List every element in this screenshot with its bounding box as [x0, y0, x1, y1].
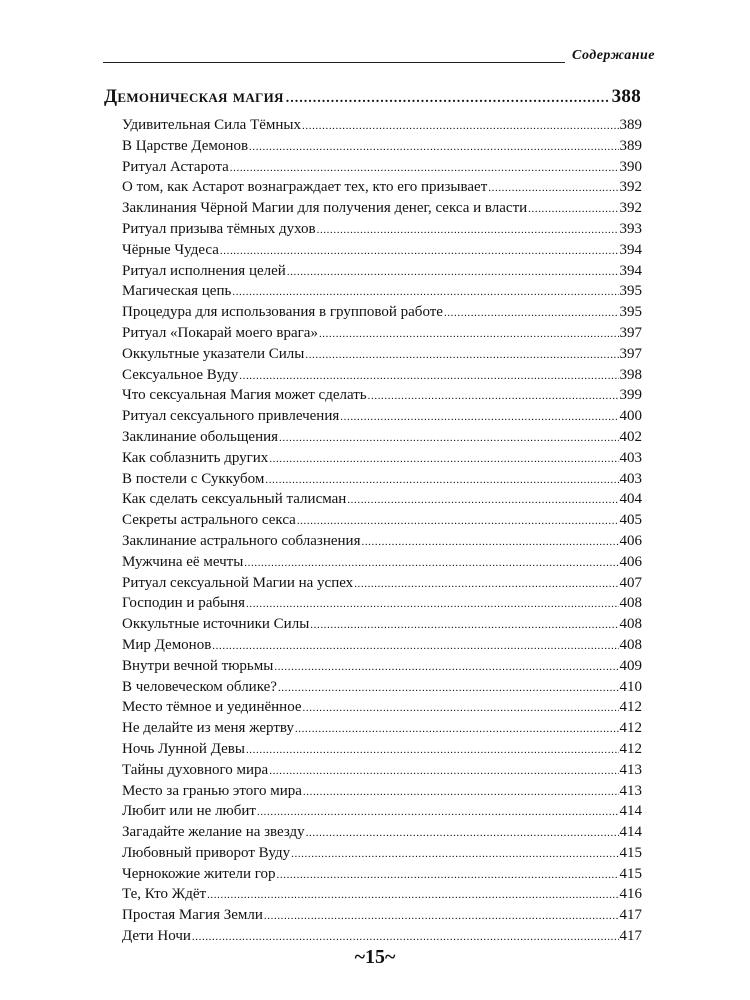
toc-entry-page: 400 [619, 408, 642, 425]
toc-entry-title: Удивительная Сила Тёмных [122, 117, 302, 133]
toc-entry-page: 402 [619, 428, 642, 445]
toc-entry-page: 392 [619, 179, 642, 196]
toc-entry [122, 697, 642, 718]
toc-entry-title: Ритуал исполнения целей [122, 262, 286, 279]
leader-dots [239, 366, 618, 387]
header-rule [103, 62, 565, 63]
leader-dots [306, 823, 619, 844]
toc-entry [122, 115, 642, 136]
toc-entry [122, 656, 642, 677]
toc-entry-page: 395 [619, 283, 642, 300]
toc-entry-page: 394 [619, 241, 642, 258]
leader-dots [295, 719, 619, 740]
leader-dots [257, 802, 619, 823]
leader-dots [264, 906, 619, 927]
toc-entry-title: Простая Магия Земли [122, 907, 263, 924]
toc-entry-page: 415 [619, 844, 642, 861]
toc-entry-title: Заклинание обольщения [122, 428, 279, 445]
page-folio: ~15~ [354, 946, 396, 968]
toc-entry-page: 404 [619, 491, 642, 508]
toc-entry-page: 412 [619, 740, 642, 757]
section-heading [104, 86, 641, 108]
leader-dots [277, 865, 619, 886]
toc-entry-title: О том, как Астарот вознаграждает тех, кто его призывает [122, 179, 488, 196]
toc-entry-page: 412 [619, 720, 642, 737]
leader-dots [303, 698, 619, 719]
toc-entry [122, 739, 642, 760]
toc-entry-page: 408 [619, 595, 642, 612]
leader-dots [340, 407, 618, 428]
toc-entry-title: Сексуальное Вуду [122, 366, 239, 383]
toc-entry-page: 403 [619, 470, 642, 487]
toc-entry [122, 406, 642, 427]
toc-entry-title: Как сделать сексуальный талисман [122, 491, 347, 508]
toc-entry-page: 405 [619, 512, 642, 529]
toc-entry-title: Тайны духовного мира [122, 761, 269, 778]
toc-entry-title: Что сексуальная Магия может сделать [122, 387, 367, 404]
running-header [103, 48, 655, 68]
toc-entry-page: 397 [619, 324, 642, 341]
toc-entry-page: 398 [619, 366, 642, 383]
leader-dots [246, 740, 619, 761]
toc-entry [122, 365, 642, 386]
toc-entry [122, 510, 642, 531]
toc-entry [122, 593, 642, 614]
toc-entry-page: 389 [619, 117, 642, 133]
toc-entry [122, 281, 642, 302]
leader-dots [528, 199, 618, 220]
toc-entry [122, 136, 642, 157]
toc-entry [122, 864, 642, 885]
toc-entry-title: Ритуал сексуального привлечения [122, 408, 340, 425]
leader-dots [192, 927, 619, 948]
toc-entry-page: 414 [619, 803, 642, 820]
toc-entry [122, 677, 642, 698]
toc-entry-title: Внутри вечной тюрьмы [122, 657, 274, 674]
leader-dots [319, 324, 619, 345]
toc-entry-title: Оккультные указатели Силы [122, 345, 305, 362]
toc-entry-title: Любовный приворот Вуду [122, 844, 291, 861]
toc-entry-page: 409 [619, 657, 642, 674]
toc-entry-page: 397 [619, 345, 642, 362]
toc-entry [122, 177, 642, 198]
toc-entry-page: 408 [619, 616, 642, 633]
leader-dots [317, 220, 619, 241]
toc-list [122, 115, 642, 947]
toc-entry-page: 407 [619, 574, 642, 591]
toc-entry [122, 760, 642, 781]
running-title: Содержание [572, 48, 655, 63]
leader-dots [297, 511, 619, 532]
leader-dots [279, 428, 618, 449]
toc-entry [122, 302, 642, 323]
leader-dots [265, 470, 618, 491]
toc-entry-title: Ритуал сексуальной Магии на успех [122, 574, 354, 591]
toc-entry-title: Магическая цепь [122, 283, 232, 300]
toc-entry-page: 410 [619, 678, 642, 695]
toc-entry-title: Чернокожие жители гор [122, 865, 276, 882]
toc-entry-title: Ночь Лунной Девы [122, 740, 245, 757]
toc-entry-page: 416 [619, 886, 642, 903]
leader-dots [488, 178, 618, 199]
toc-entry-title: В Царстве Демонов [122, 137, 249, 154]
toc-entry-title: Ритуал Астарота [122, 158, 229, 175]
toc-entry-page: 417 [619, 928, 642, 945]
toc-entry-title: Процедура для использования в групповой работе [122, 304, 443, 321]
leader-dots [244, 553, 618, 574]
toc-entry-page: 399 [619, 387, 642, 404]
toc-entry-page: 413 [619, 782, 642, 799]
toc-entry [122, 614, 642, 635]
toc-entry [122, 198, 642, 219]
toc-entry-page: 389 [619, 137, 642, 154]
leader-dots [246, 594, 619, 615]
toc-entry-title: Не делайте из меня жертву [122, 720, 294, 737]
toc-entry [122, 822, 642, 843]
toc-entry-title: Ритуал «Покарай моего врага» [122, 324, 318, 341]
toc-entry-title: Дети Ночи [122, 928, 191, 945]
toc-entry [122, 448, 642, 469]
toc-entry-title: Место тёмное и уединённое [122, 699, 302, 716]
leader-dots [310, 615, 618, 636]
toc-entry [122, 573, 642, 594]
toc-entry-title: Господин и рабыня [122, 595, 245, 612]
toc-entry [122, 552, 642, 573]
toc-entry-page: 413 [619, 761, 642, 778]
toc-entry-page: 408 [619, 636, 642, 653]
toc-entry-title: Оккультные источники Силы [122, 616, 310, 633]
leader-dots [249, 137, 618, 158]
toc-entry-title: Те, Кто Ждёт [122, 886, 207, 903]
leader-dots [286, 91, 610, 107]
leader-dots [212, 636, 618, 657]
toc-entry-title: Ритуал призыва тёмных духов [122, 220, 316, 237]
toc-entry-page: 403 [619, 449, 642, 466]
leader-dots [278, 678, 619, 699]
toc-entry-page: 406 [619, 532, 642, 549]
toc-entry [122, 385, 642, 406]
toc-entry-page: 415 [619, 865, 642, 882]
leader-dots [287, 262, 619, 283]
toc-entry [122, 240, 642, 261]
leader-dots [361, 532, 618, 553]
toc-entry-page: 417 [619, 907, 642, 924]
leader-dots [305, 345, 618, 366]
toc-entry [122, 489, 642, 510]
toc-entry [122, 905, 642, 926]
toc-entry-title: Секреты астрального секса [122, 512, 296, 529]
leader-dots [232, 282, 618, 303]
toc-entry [122, 219, 642, 240]
toc-entry [122, 801, 642, 822]
toc-entry [122, 926, 642, 947]
toc-entry-title: Как соблазнить других [122, 449, 269, 466]
toc-entry-title: Чёрные Чудеса [122, 241, 219, 258]
toc-entry [122, 531, 642, 552]
toc-entry-title: Заклинание астрального соблазнения [122, 532, 361, 549]
toc-entry-title: Мир Демонов [122, 636, 212, 653]
toc-entry [122, 157, 642, 178]
leader-dots [230, 158, 619, 179]
toc-entry [122, 884, 642, 905]
leader-dots [354, 574, 618, 595]
toc-entry [122, 843, 642, 864]
leader-dots [269, 761, 618, 782]
leader-dots [220, 241, 619, 262]
leader-dots [303, 782, 619, 803]
toc-entry-title: Загадайте желание на звезду [122, 824, 305, 841]
toc-entry [122, 469, 642, 490]
toc-entry-title: Мужчина её мечты [122, 553, 244, 570]
leader-dots [444, 303, 619, 324]
leader-dots [291, 844, 618, 865]
toc-entry-page: 393 [619, 220, 642, 237]
toc-entry [122, 718, 642, 739]
toc-entry-page: 406 [619, 553, 642, 570]
toc-entry-title: Заклинания Чёрной Магии для получения денег, секса и власти [122, 200, 528, 217]
leader-dots [347, 490, 618, 511]
section-title: Демоническая магия [104, 86, 284, 107]
toc-entry [122, 261, 642, 282]
toc-entry [122, 781, 642, 802]
toc-entry-page: 412 [619, 699, 642, 716]
toc-entry-title: В человеческом облике? [122, 678, 277, 695]
toc-entry [122, 427, 642, 448]
leader-dots [269, 449, 618, 470]
toc-entry [122, 323, 642, 344]
toc-entry-title: Место за гранью этого мира [122, 782, 302, 799]
leader-dots [207, 885, 618, 906]
toc-entry-title: В постели с Суккубом [122, 470, 265, 487]
toc-entry-page: 414 [619, 824, 642, 841]
leader-dots [368, 386, 619, 407]
toc-entry-page: 392 [619, 200, 642, 217]
section-page-number: 388 [611, 86, 641, 107]
leader-dots [302, 116, 618, 137]
toc-entry-page: 390 [619, 158, 642, 175]
toc-entry-page: 395 [619, 304, 642, 321]
toc-entry-title: Любит или не любит [122, 803, 256, 820]
toc-entry [122, 344, 642, 365]
toc-entry [122, 635, 642, 656]
leader-dots [274, 657, 618, 678]
toc-entry-page: 394 [619, 262, 642, 279]
